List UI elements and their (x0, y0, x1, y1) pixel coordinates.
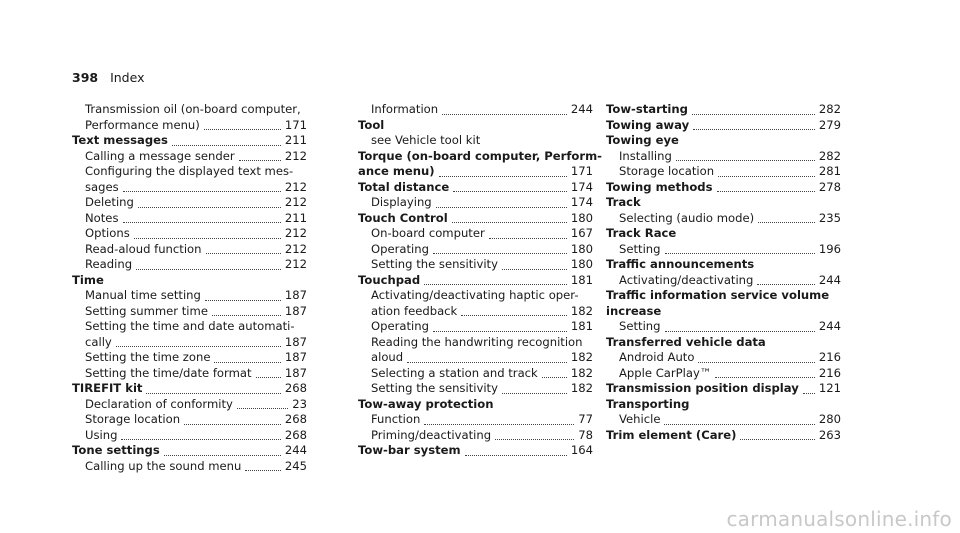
index-term: Transmission oil (on-board computer, (85, 102, 301, 116)
index-term: Towing away (606, 117, 690, 132)
index-term: Tow-away protection (358, 396, 494, 411)
index-term: Configuring the displayed text mes- (85, 164, 294, 178)
index-subentry (606, 242, 841, 258)
index-entry (358, 164, 593, 180)
page-reference: 216 (818, 365, 841, 380)
dot-leader (664, 423, 814, 425)
dot-leader (452, 221, 567, 223)
index-term: Transporting (606, 396, 690, 411)
index-entry (606, 133, 841, 149)
index-term: Calling a message sender (85, 148, 235, 163)
dot-leader (237, 407, 288, 409)
index-entry (358, 118, 593, 134)
index-subentry (358, 257, 593, 273)
index-subentry (72, 335, 307, 351)
index-entry (606, 428, 841, 444)
index-entry (606, 257, 841, 273)
index-term: Function (371, 412, 421, 426)
index-subentry (72, 242, 307, 258)
index-term: Transmission position display (606, 381, 799, 395)
dot-leader (424, 283, 567, 285)
page-reference: 180 (570, 210, 593, 225)
dot-leader (757, 283, 814, 285)
dot-leader (204, 128, 281, 130)
index-term: increase (606, 303, 662, 318)
index-subentry (606, 164, 841, 180)
index-term: Calling up the sound menu (85, 458, 242, 473)
index-entry (606, 381, 841, 397)
dot-leader (256, 376, 281, 378)
index-term: Tone settings (72, 443, 160, 457)
dot-leader (465, 454, 567, 456)
index-subentry (358, 350, 593, 366)
index-subentry (72, 459, 307, 475)
page-reference: 281 (818, 164, 841, 178)
index-entry (606, 102, 841, 118)
index-entry (358, 148, 602, 165)
dot-leader (212, 314, 281, 316)
index-term: Setting (619, 241, 661, 256)
index-entry (606, 226, 841, 242)
index-term: Selecting (audio mode) (619, 210, 755, 225)
index-term: Displaying (371, 195, 432, 209)
dot-leader (665, 252, 815, 254)
dot-leader (718, 175, 815, 177)
index-column-1 (72, 102, 307, 474)
index-term: Touch Control (358, 210, 448, 225)
index-term: Setting the sensitivity (371, 257, 498, 271)
dot-leader (172, 144, 281, 146)
page-header (72, 70, 145, 85)
dot-leader (693, 128, 815, 130)
dot-leader (453, 190, 567, 192)
index-subentry (606, 211, 841, 227)
index-subentry (606, 412, 841, 428)
dot-leader (758, 221, 815, 223)
page-reference: 182 (570, 303, 593, 318)
index-term: Read-aloud function (85, 241, 202, 256)
dot-leader (740, 438, 814, 440)
page-reference: 171 (570, 164, 593, 178)
dot-leader (116, 345, 281, 347)
index-term: Setting summer time (85, 303, 208, 318)
dot-leader (433, 252, 567, 254)
index-term: Text messages (72, 133, 168, 147)
index-term: Android Auto (619, 350, 695, 364)
index-subentry (72, 226, 307, 242)
index-subentry (358, 304, 593, 320)
index-term: Operating (371, 241, 429, 256)
index-term: Towing methods (606, 179, 713, 194)
dot-leader (424, 423, 574, 425)
dot-leader (164, 454, 281, 456)
index-subentry (358, 381, 593, 397)
index-entry (72, 443, 307, 459)
page-reference: 278 (818, 179, 841, 194)
index-subentry (358, 366, 593, 382)
dot-leader (502, 268, 567, 270)
index-subentry (72, 288, 307, 304)
index-subentry (358, 102, 593, 118)
index-term: Notes (85, 210, 119, 225)
index-entry (606, 195, 841, 211)
page-reference: 268 (284, 412, 307, 426)
dot-leader (407, 361, 567, 363)
index-term: Tow-starting (606, 102, 688, 116)
page-reference: 182 (570, 365, 593, 380)
page-reference: 282 (818, 148, 841, 163)
index-subentry (72, 149, 307, 165)
dot-leader (433, 330, 567, 332)
index-entry (72, 133, 307, 149)
index-column-3 (606, 102, 841, 443)
index-term: Operating (371, 319, 429, 333)
page-reference: 181 (570, 272, 593, 287)
watermark: carmanualsonline.info (726, 507, 952, 531)
page-reference: 268 (284, 381, 307, 395)
page-reference: 181 (570, 319, 593, 333)
index-entry (358, 397, 593, 413)
index-term: Setting the time/date format (85, 365, 252, 380)
index-subentry (606, 366, 841, 382)
index-term: Options (85, 226, 130, 240)
index-term: Deleting (85, 195, 134, 209)
index-term: ance menu) (358, 164, 435, 178)
index-subentry (72, 304, 307, 320)
index-term: Setting (619, 319, 661, 333)
index-subentry (72, 180, 307, 196)
index-subentry (358, 412, 593, 428)
page-reference: 212 (284, 257, 307, 271)
index-subentry (606, 149, 841, 165)
dot-leader (245, 469, 281, 471)
index-subentry (72, 319, 307, 335)
index-term: Tool (358, 117, 385, 132)
index-term: ation feedback (371, 303, 458, 318)
index-subentry (358, 226, 593, 242)
index-term: Torque (on-board computer, Perform- (358, 148, 602, 163)
page-reference: 180 (570, 241, 593, 256)
page-reference: 171 (284, 117, 307, 132)
dot-leader (121, 438, 280, 440)
page-reference: 180 (570, 257, 593, 271)
index-subentry (606, 273, 841, 289)
dot-leader (136, 268, 281, 270)
index-subentry (606, 319, 841, 335)
index-entry (358, 180, 593, 196)
section-title: Index (110, 70, 145, 85)
index-subentry (606, 350, 841, 366)
page-reference: 282 (818, 102, 841, 116)
dot-leader (214, 361, 280, 363)
index-term: Activating/deactivating (619, 272, 754, 287)
page-reference: 280 (818, 412, 841, 426)
dot-leader (442, 113, 567, 115)
dot-leader (715, 376, 814, 378)
index-entry (606, 397, 841, 413)
page-reference: 244 (818, 319, 841, 333)
index-entry (606, 304, 841, 320)
index-term: Track Race (606, 226, 677, 240)
index-subentry (358, 133, 593, 149)
index-term: Reading the handwriting recognition (371, 334, 583, 349)
page-reference: 279 (818, 117, 841, 132)
index-entry (606, 335, 841, 351)
page-reference: 174 (570, 195, 593, 209)
index-column-2 (358, 102, 602, 459)
dot-leader (665, 330, 815, 332)
index-subentry (72, 195, 307, 211)
page-reference: 182 (570, 381, 593, 395)
index-term: see Vehicle tool kit (371, 133, 481, 147)
index-term: Total distance (358, 179, 450, 194)
index-term: Storage location (85, 412, 181, 426)
index-term: Touchpad (358, 272, 421, 287)
index-subentry (72, 366, 307, 382)
index-entry (358, 211, 593, 227)
index-term: Using (85, 427, 118, 442)
index-term: Setting the sensitivity (371, 381, 498, 395)
index-term: Declaration of conformity (85, 396, 233, 411)
dot-leader (184, 423, 281, 425)
index-subentry (72, 350, 307, 366)
index-subentry (72, 164, 307, 180)
index-entry (606, 118, 841, 134)
index-subentry (72, 211, 307, 227)
index-term: Storage location (619, 164, 715, 178)
page-reference: 78 (578, 427, 593, 442)
dot-leader (495, 438, 574, 440)
page-reference: 212 (284, 241, 307, 256)
page-number: 398 (72, 70, 99, 85)
index-entry (358, 443, 593, 459)
index-term: Installing (619, 148, 672, 163)
index-term: aloud (371, 350, 404, 364)
page-reference: 187 (284, 334, 307, 349)
index-term: Information (371, 102, 439, 116)
page-reference: 244 (818, 272, 841, 287)
page-reference: 212 (284, 226, 307, 240)
page-reference: 244 (570, 102, 593, 116)
dot-leader (123, 221, 281, 223)
index-term: On-board computer (371, 226, 485, 240)
page-reference: 211 (284, 210, 307, 225)
index-subentry (72, 412, 307, 428)
index-subentry (358, 195, 593, 211)
index-term: Transferred vehicle data (606, 334, 766, 349)
index-term: Activating/deactivating haptic oper- (371, 288, 579, 302)
dot-leader (698, 361, 814, 363)
index-subentry (72, 257, 307, 273)
dot-leader (676, 159, 815, 161)
page-reference: 212 (284, 195, 307, 209)
dot-leader (146, 392, 280, 394)
index-term: Tow-bar system (358, 443, 461, 457)
index-term: Priming/deactivating (371, 427, 492, 442)
page-reference: 212 (284, 179, 307, 194)
page-reference: 77 (578, 412, 593, 426)
index-term: sages (85, 179, 119, 194)
index-term: Selecting a station and track (371, 365, 538, 380)
dot-leader (138, 206, 281, 208)
index-subentry (358, 288, 593, 304)
dot-leader (692, 113, 815, 115)
index-term: Towing eye (606, 133, 679, 147)
page-reference: 174 (570, 179, 593, 194)
index-term: Setting the time and date automati- (85, 319, 295, 333)
index-subentry (358, 242, 593, 258)
index-term: Time (72, 272, 104, 287)
index-subentry (358, 335, 593, 351)
page-reference: 23 (292, 396, 307, 411)
dot-leader (717, 190, 815, 192)
dot-leader (436, 206, 567, 208)
index-subentry (72, 118, 307, 134)
index-subentry (358, 319, 593, 335)
dot-leader (489, 237, 567, 239)
dot-leader (239, 159, 281, 161)
page-reference: 187 (284, 365, 307, 380)
page-reference: 268 (284, 427, 307, 442)
dot-leader (502, 392, 567, 394)
index-term: Reading (85, 257, 133, 271)
page-reference: 187 (284, 288, 307, 302)
index-subentry (358, 428, 593, 444)
index-term: Performance menu) (85, 117, 200, 132)
page-reference: 121 (818, 381, 841, 395)
index-entry (358, 273, 593, 289)
page-reference: 235 (818, 210, 841, 225)
dot-leader (205, 299, 281, 301)
dot-leader (123, 190, 281, 192)
page-reference: 196 (818, 241, 841, 256)
dot-leader (134, 237, 281, 239)
dot-leader (542, 376, 567, 378)
index-term: Track (606, 195, 641, 209)
index-term: TIREFIT kit (72, 381, 143, 395)
index-term: Apple CarPlay™ (619, 365, 712, 380)
index-entry (72, 381, 307, 397)
index-term: Trim element (Care) (606, 427, 737, 442)
index-subentry (72, 102, 307, 118)
index-entry (606, 180, 841, 196)
index-term: cally (85, 334, 112, 349)
page-reference: 164 (570, 443, 593, 457)
index-term: Traffic information service volume (606, 288, 830, 302)
page-reference: 187 (284, 350, 307, 364)
dot-leader (803, 392, 815, 394)
page-reference: 216 (818, 350, 841, 364)
index-term: Manual time setting (85, 288, 201, 302)
page-reference: 245 (284, 458, 307, 473)
page-reference: 212 (284, 148, 307, 163)
index-term: Traffic announcements (606, 257, 755, 271)
page-reference: 211 (284, 133, 307, 147)
page-reference: 244 (284, 443, 307, 457)
index-term: Vehicle (619, 412, 661, 426)
page-reference: 167 (570, 226, 593, 240)
dot-leader (206, 252, 281, 254)
index-entry (72, 273, 307, 289)
page-reference: 182 (570, 350, 593, 364)
index-subentry (72, 397, 307, 413)
page-reference: 263 (818, 427, 841, 442)
index-entry (606, 288, 841, 304)
dot-leader (439, 175, 567, 177)
index-subentry (72, 428, 307, 444)
index-term: Setting the time zone (85, 350, 211, 364)
dot-leader (461, 314, 567, 316)
page-reference: 187 (284, 303, 307, 318)
